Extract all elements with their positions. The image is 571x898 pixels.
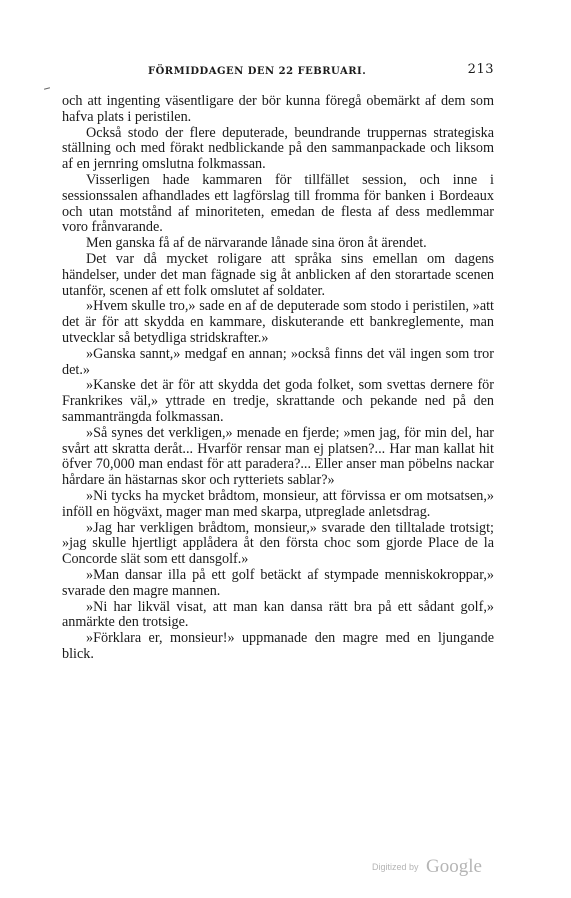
paragraph: och att ingenting väsentligare der bör kunna föregå obemärkt af dem som hafva plats i peristilen. — [62, 93, 494, 125]
paragraph: »Ni tycks ha mycket brådtom, monsieur, att förvissa er om motsatsen,» inföll en högväxt, mager man med skarpa, utpreglade anletsdrag. — [62, 487, 494, 520]
page-body — [62, 94, 494, 814]
page-header — [62, 62, 494, 80]
paragraph: »Ganska sannt,» medgaf en annan; »också finns det väl ingen som tror det.» — [62, 345, 494, 378]
paragraph: Det var då mycket roligare att språka sins emellan om dagens händelser, under det man fägnade sig åt anblicken af den storartade scenen utanför, scenen af ett folk omslutet af soldater. — [62, 250, 494, 299]
paragraph: »Jag har verkligen brådtom, monsieur,» svarade den tilltalade trotsigt; »jag skulle hjertligt applådera åt den första choc som gjorde Place de la Concorde slät som ett dansgolf.» — [62, 519, 494, 568]
paragraph: »Kanske det är för att skydda det goda folket, som svettas dernere för Frankrikes väl,» yttrade en tredje, skrattande och pekande ned på den sammanträngda folkmassan. — [62, 377, 494, 425]
watermark-prefix: Digitized by — [372, 862, 419, 872]
paragraph: »Ni har likväl visat, att man kan dansa rätt bra på ett sådant golf,» anmärkte den trotsige. — [62, 598, 494, 631]
paragraph: Visserligen hade kammaren för tillfället session, och inne i sessionssalen afhandlades ett lagförslag till fromma för banken i Bordeaux och utan motstånd af minoriteten, emedan de flesta af dess medlemmar voro frånvarande. — [62, 171, 494, 236]
margin-mark — [44, 87, 50, 90]
page-number: 213 — [467, 62, 494, 77]
digitized-watermark — [372, 856, 482, 878]
paragraph: »Förklara er, monsieur!» uppmanade den magre med en ljungande blick. — [62, 630, 494, 662]
running-head: FÖRMIDDAGEN DEN 22 FEBRUARI. — [148, 66, 367, 77]
paragraph: »Så synes det verkligen,» menade en fjerde; »men jag, för min del, har svårt att skratta deråt... Hvarför rensar man ej platsen?... Har man kallat hit öfver 70,000 man endast för att paradera?... Eller anser man pöbelns nackar hårdare än hästarnas skor och rytteriets sablar?» — [62, 424, 494, 489]
paragraph: Också stodo der flere deputerade, beundrande truppernas strategiska ställning och med förakt nedblickande på den sammanpackade och liksom af en jernring omslutna folkmassan. — [62, 124, 494, 173]
paragraph: »Man dansar illa på ett golf betäckt af stympade menniskokroppar,» svarade den magre mannen. — [62, 566, 494, 599]
paragraph: »Hvem skulle tro,» sade en af de deputerade som stodo i peristilen, »att det är för att skydda en kammare, diskuterande ett bankreglemente, man utvecklar så betydliga stridskrafter.» — [62, 298, 494, 346]
watermark-brand: Google — [425, 856, 482, 877]
paragraph: Men ganska få af de närvarande lånade sina öron åt ärendet. — [86, 235, 427, 252]
